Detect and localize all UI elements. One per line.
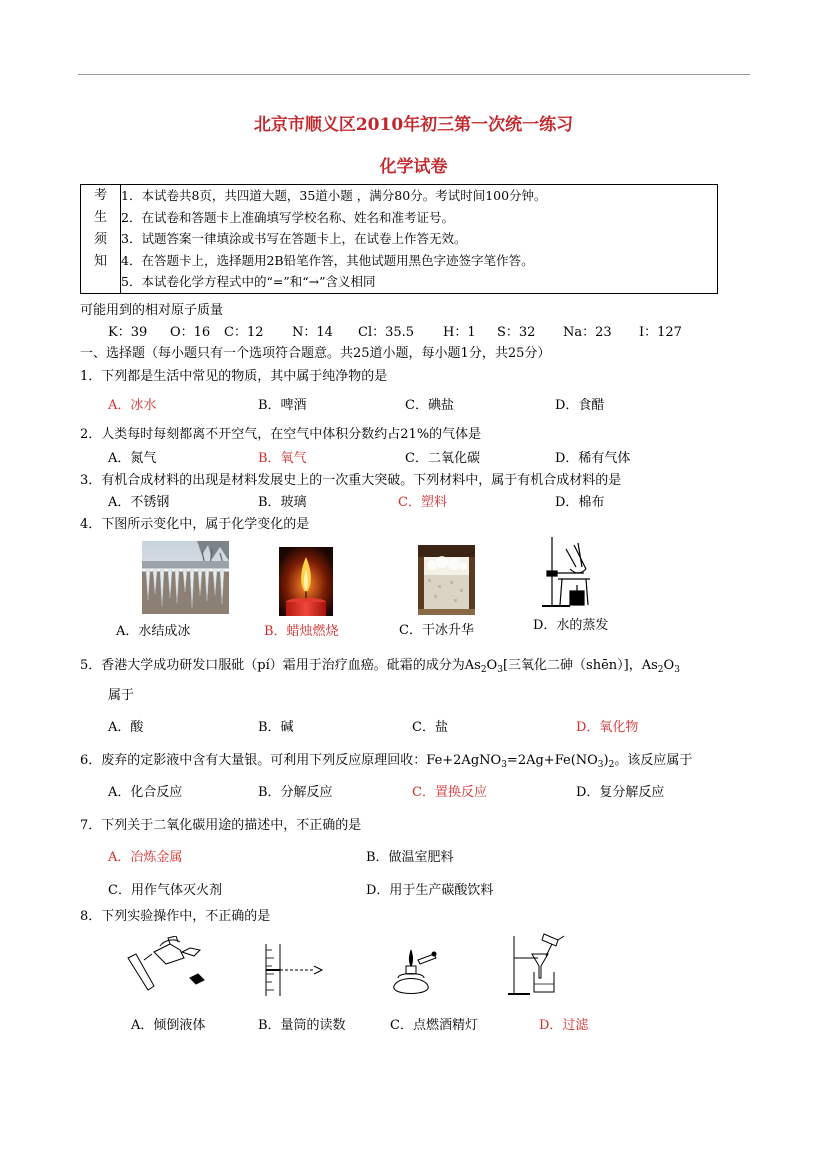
evaporation-apparatus-icon bbox=[540, 535, 604, 613]
question-7-option-a: A．冶炼金属 bbox=[108, 850, 183, 865]
exam-notice-table bbox=[80, 184, 718, 294]
top-rule bbox=[78, 74, 750, 75]
page-subtitle: 化学试卷 bbox=[379, 157, 448, 177]
question-8-option-d: D．过滤 bbox=[539, 1018, 589, 1033]
question-5-option-a: A．酸 bbox=[108, 720, 144, 735]
question-4-stem: 4．下图所示变化中，属于化学变化的是 bbox=[80, 517, 310, 532]
question-8-option-c: C．点燃酒精灯 bbox=[390, 1018, 478, 1033]
question-7-option-d: D．用于生产碳酸饮料 bbox=[366, 883, 494, 898]
section-heading: 一、选择题（每小题只有一个选项符合题意。共25道小题，每小题1分，共25分） bbox=[80, 346, 551, 361]
question-2-stem: 2．人类每时每刻都离不开空气，在空气中体积分数约占21%的气体是 bbox=[80, 427, 482, 442]
atomic-mass-s: S：32 bbox=[497, 325, 536, 340]
question-6-option-d: D．复分解反应 bbox=[576, 785, 665, 800]
notice-item: 4．在答题卡上，选择题用2B铅笔作答，其他试题用黑色字迹签字笔作答。 bbox=[121, 252, 534, 268]
question-6-option-c: C．置换反应 bbox=[412, 785, 487, 800]
notice-item: 3．试题答案一律填涂或书写在答题卡上，在试卷上作答无效。 bbox=[121, 231, 467, 247]
atomic-mass-i: I：127 bbox=[639, 325, 682, 340]
question-3-option-b: B．玻璃 bbox=[258, 495, 307, 510]
question-6-stem: 6．废弃的定影液中含有大量银。可利用下列反应原理回收：$Fe+2AgNO_3=2Ag+Fe(NO_3)_2$。该反应属于 bbox=[80, 753, 693, 770]
question-4-option-a: A．水结成冰 bbox=[116, 624, 191, 639]
question-2-option-b: B．氧气 bbox=[258, 451, 307, 466]
atomic-mass-na: Na：23 bbox=[563, 325, 612, 340]
icicle-image bbox=[142, 541, 229, 618]
page-title: 北京市顺义区2010年初三第一次统一练习 bbox=[253, 115, 574, 135]
alcohol-lamp-lighting-icon bbox=[384, 948, 440, 1004]
question-8-option-a: A．倾倒液体 bbox=[131, 1018, 206, 1033]
question-1-option-a: A．冰水 bbox=[108, 398, 157, 413]
question-8-option-b: B．量筒的读数 bbox=[258, 1018, 346, 1033]
filtration-apparatus-icon bbox=[508, 932, 572, 1000]
question-3-stem: 3．有机合成材料的出现是材料发展史上的一次重大突破。下列材料中，属于有机合成材料的是 bbox=[80, 473, 622, 488]
question-5-stem: 5．香港大学成功研发口服砒（pí）霜用于治疗血癌。砒霜的成分为$As_2O_3$[三氧化二砷（shēn）]，$As_2O_3$ bbox=[80, 658, 680, 675]
question-7-stem: 7．下列关于二氧化碳用途的描述中，不正确的是 bbox=[80, 818, 362, 833]
graduated-cylinder-reading-icon bbox=[262, 942, 326, 1002]
question-1-option-d: D．食醋 bbox=[555, 398, 605, 413]
atomic-mass-h: H：1 bbox=[443, 325, 476, 340]
atomic-mass-k: K：39 bbox=[108, 325, 148, 340]
dry-ice-image bbox=[418, 545, 475, 619]
question-3-option-a: A．不锈钢 bbox=[108, 495, 170, 510]
question-1-stem: 1．下列都是生活中常见的物质，其中属于纯净物的是 bbox=[80, 369, 388, 384]
notice-item: 1．本试卷共8页，共四道大题，35道小题 ，满分80分。考试时间100分钟。 bbox=[121, 188, 547, 203]
atomic-mass-heading: 可能用到的相对原子质量 bbox=[80, 303, 224, 318]
question-2-option-c: C．二氧化碳 bbox=[405, 451, 480, 466]
question-7-option-b: B．做温室肥料 bbox=[366, 850, 454, 865]
question-4-option-c: C．干冰升华 bbox=[399, 623, 474, 638]
pouring-liquid-icon bbox=[124, 936, 208, 998]
question-6-option-b: B．分解反应 bbox=[258, 785, 333, 800]
question-4-option-d: D．水的蒸发 bbox=[533, 618, 609, 633]
question-3-option-c: C．塑料 bbox=[398, 495, 447, 510]
question-5-stem-tail: 属于 bbox=[108, 688, 135, 703]
atomic-mass-c: C：12 bbox=[224, 325, 264, 340]
notice-items bbox=[121, 185, 718, 294]
question-7-option-c: C．用作气体灭火剂 bbox=[108, 883, 222, 898]
atomic-mass-o: O：16 bbox=[170, 325, 211, 340]
question-2-option-d: D．稀有气体 bbox=[555, 451, 631, 466]
question-3-option-d: D．棉布 bbox=[555, 495, 605, 510]
notice-label: 考 生 须 知 bbox=[81, 185, 121, 294]
question-2-option-a: A．氮气 bbox=[108, 451, 157, 466]
question-6-option-a: A．化合反应 bbox=[108, 785, 183, 800]
notice-item: 5．本试卷化学方程式中的“=”和“→”含义相同 bbox=[121, 274, 376, 290]
question-1-option-b: B．啤酒 bbox=[258, 398, 307, 413]
atomic-mass-cl: Cl：35.5 bbox=[358, 325, 415, 340]
question-8-stem: 8．下列实验操作中，不正确的是 bbox=[80, 909, 271, 924]
question-5-option-d: D．氧化物 bbox=[576, 720, 639, 735]
question-4-option-b: B．蜡烛燃烧 bbox=[264, 624, 339, 639]
candle-image bbox=[279, 547, 333, 620]
notice-item: 2．在试卷和答题卡上准确填写学校名称、姓名和准考证号。 bbox=[121, 209, 454, 225]
question-5-option-c: C．盐 bbox=[412, 720, 448, 735]
question-1-option-c: C．碘盐 bbox=[405, 398, 454, 413]
atomic-mass-n: N：14 bbox=[292, 325, 333, 340]
question-5-option-b: B．碱 bbox=[258, 720, 294, 735]
